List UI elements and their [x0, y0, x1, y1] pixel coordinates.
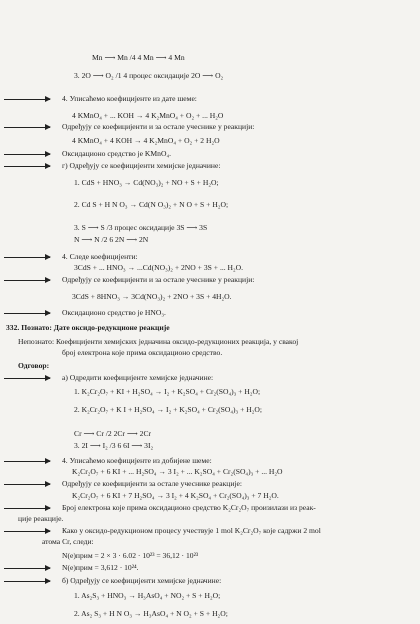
text-line: 2. Cd S + H N O₃ → Cd(N O₃)₂ + N O + S + H₂O; [74, 199, 229, 209]
text-line: 4. Уписаћемо коефицијенте из добијене шеме: [62, 455, 212, 465]
arrow-marker-icon [4, 568, 50, 569]
text-line: атома Cr, следи: [42, 536, 94, 546]
arrow-marker-icon [4, 531, 50, 532]
text-line: а) Одредити коефицијенте хемијске једначине: [62, 372, 214, 382]
text-line: 3CdS + 8HNO₃ → 3Cd(NO₃)₂ + 2NO + 3S + 4H₂O. [72, 291, 232, 301]
text-line: 3. 2O ⟶ O₂ /1 4 процес оксидације 2O ⟶ O₂ [74, 70, 224, 80]
text-line: 4 KMnO₄ + ... KOH → 4 K₂MnO₄ + O₂ + ... H₂O [72, 110, 224, 120]
text-line: 1. K₂Cr₂O₇ + KI + H₂SO₄ → I₂ + K₂SO₄ + Cr₂(SO₄)₃ + H₂O; [74, 386, 261, 396]
text-line: Одређују се коефицијенти за остале учеснике реакције: [62, 478, 243, 488]
text-line: 4. Следе коефицијенти: [62, 251, 138, 261]
arrow-marker-icon [4, 484, 50, 485]
text-line: K₂Cr₂O₇ + 6 KI + ... H₂SO₄ → 3 I₂ + ... K₂SO₄ + Cr₂(SO₄)₃ + ... H₂O [72, 466, 283, 476]
text-line: 2. K₂Cr₂O₇ + K I + H₂SO₄ → I₂ + K₂SO₄ + Cr₂(SO₄)₃ + H₂O; [74, 404, 262, 414]
text-line: Број електрона које прима оксидационо средство K₂Cr₂O₇ произилази из реак- [62, 502, 316, 512]
arrow-marker-icon [4, 508, 50, 509]
arrow-marker-icon [4, 313, 50, 314]
arrow-marker-icon [4, 127, 50, 128]
text-line: 4. Уписаћемо коефицијенте из дате шеме: [62, 93, 197, 103]
text-line: 4 KMnO₄ + 4 KOH → 4 K₂MnO₄ + O₂ + 2 H₂O [72, 135, 220, 145]
text-line: 1. As₂S₃ + HNO₃ → H₃AsO₄ + NO₂ + S + H₂O; [74, 590, 221, 600]
text-line: K₂Cr₂O₇ + 6 KI + 7 H₂SO₄ → 3 I₂ + 4 K₂SO₄ + Cr₂(SO₄)₃ + 7 H₂O. [72, 490, 279, 500]
text-line: N(e)прим = 3,612 · 10²⁴. [62, 562, 139, 572]
text-line: 332. Познато: Дате оксидо-редукционе реакције [6, 322, 170, 332]
text-line: N ⟶ N /2 6 2N ⟶ 2N [74, 234, 149, 244]
arrow-marker-icon [4, 581, 50, 582]
text-line: б) Одређују се коефицијенти хемијске једначине: [62, 575, 222, 585]
arrow-marker-icon [4, 280, 50, 281]
arrow-marker-icon [4, 154, 50, 155]
arrow-marker-icon [4, 166, 50, 167]
arrow-marker-icon [4, 257, 50, 258]
text-line: г) Одређују се коефицијенти хемијске једначине: [62, 160, 221, 170]
text-line: Одређују се коефицијенти и за остале учеснике у реакцији: [62, 121, 255, 131]
text-line: број електрона које прима оксидационо средство. [62, 347, 223, 357]
text-line: 3CdS + ... HNO₃ → ...Cd(NO₃)₂ + 2NO + 3S + ... H₂O. [74, 262, 244, 272]
text-line: Како у оксидо-редукционом процесу учествује 1 mol K₂Cr₂O₇ које садржи 2 mol [62, 525, 321, 535]
text-line: 3. S ⟶ S /3 процес оксидације 3S ⟶ 3S [74, 222, 208, 232]
text-line: Одговор: [18, 360, 50, 370]
text-line: 2. As₂ S₃ + H N O₃ → H₃AsO₄ + N O₂ + S + H₂O; [74, 608, 228, 618]
text-line: Непознато: Коефицијенти хемијских једначина оксидо-редукционих реакција, у свакој [18, 336, 299, 346]
text-line: 1. CdS + HNO₃ → Cd(NO₃)₂ + NO + S + H₂O; [74, 177, 219, 187]
text-line: Одређују се коефицијенти и за остале учеснике у реакцији: [62, 274, 255, 284]
arrow-marker-icon [4, 99, 50, 100]
text-line: Оксидационо средство је HNO₃. [62, 307, 166, 317]
text-line: N(e)прим = 2 × 3 · 6.02 · 10²³ = 36,12 · 10²³ [62, 550, 199, 560]
text-line: Оксидационо средство је KMnO₄. [62, 148, 171, 158]
text-line: Mn ⟶ Mn /4 4 Mn ⟶ 4 Mn [92, 52, 185, 62]
arrow-marker-icon [4, 461, 50, 462]
arrow-marker-icon [4, 378, 50, 379]
text-line: ције реакције. [18, 513, 64, 523]
text-line: Cr ⟶ Cr /2 2Cr ⟶ 2Cr [74, 428, 152, 438]
text-line: 3. 2I ⟶ I₂ /3 6 6I ⟶ 3I₂ [74, 440, 154, 450]
